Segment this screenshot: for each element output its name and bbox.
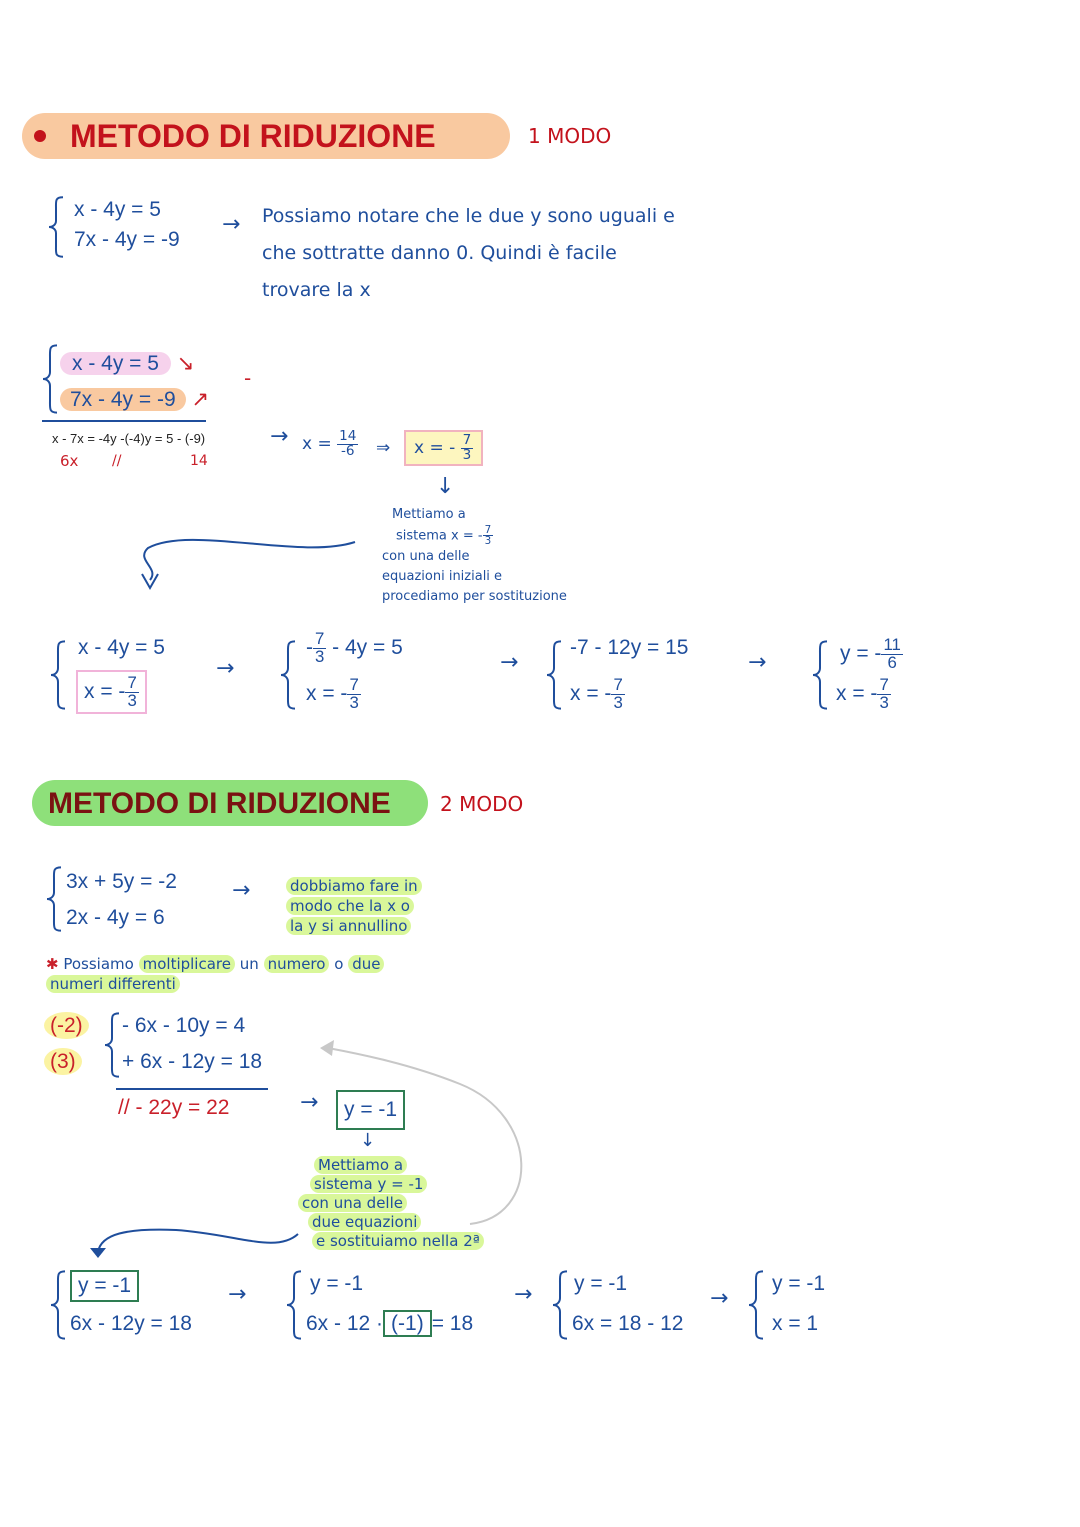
brace-icon	[810, 640, 830, 710]
note-line: sistema y = -1	[310, 1175, 427, 1193]
brace-stroke	[43, 345, 57, 412]
equation: - 6x - 10y = 4	[122, 1014, 246, 1037]
brace-icon	[746, 1270, 766, 1340]
denominator: 3	[127, 690, 137, 710]
note-line: e sostituiamo nella 2ª	[312, 1232, 484, 1250]
brace-icon	[102, 1012, 122, 1078]
note-line: con una delle	[298, 1194, 407, 1212]
brace-stroke	[547, 641, 561, 708]
brace-icon	[544, 640, 564, 710]
note-line: Mettiamo a	[314, 1156, 407, 1174]
equation: 7x - 4y = -9	[74, 228, 180, 251]
arrow-icon: ↘	[176, 352, 195, 375]
arrow-right-icon: →	[228, 1282, 247, 1307]
multiplier: (3)	[44, 1048, 82, 1075]
brace-icon	[550, 1270, 570, 1340]
tip-word: due	[348, 955, 384, 973]
equation-highlight-pink: x - 4y = 5	[60, 352, 171, 375]
brace-stroke	[749, 1271, 763, 1338]
lhs: x = -	[570, 682, 612, 705]
section1-chain	[40, 630, 1040, 730]
brace-stroke	[813, 641, 827, 708]
numerator: 7	[349, 675, 359, 695]
numerator: 7	[613, 675, 623, 695]
denominator: 3	[613, 692, 623, 712]
brace-stroke	[51, 641, 65, 708]
numerator: 7	[879, 675, 889, 695]
denominator: 3	[315, 646, 325, 666]
rhs: = 18	[431, 1312, 474, 1335]
brace-stroke	[47, 867, 61, 930]
arrow-right-icon: →	[222, 212, 241, 237]
brace-stroke	[51, 1271, 65, 1338]
equation	[306, 1306, 473, 1342]
note-line: la y si annullino	[286, 917, 411, 935]
brace-stroke	[281, 641, 295, 708]
arrow-right-icon: →	[500, 650, 519, 675]
denominator: 6	[887, 652, 897, 672]
note-line: che sottratte danno 0. Quindi è facile	[262, 242, 617, 264]
arrow-right-icon: →	[270, 424, 289, 449]
numerator: 7	[462, 432, 472, 448]
scaled-system	[122, 1008, 262, 1080]
brace-icon	[284, 1270, 304, 1340]
equation	[840, 636, 903, 672]
section2-chain	[44, 1262, 1044, 1352]
section2-subtitle: 2 MODO	[440, 792, 524, 816]
under-6x: 6x	[60, 452, 79, 470]
curved-arrow-icon	[86, 1224, 306, 1264]
lhs: x = -	[306, 682, 348, 705]
equation: 2x - 4y = 6	[66, 906, 165, 929]
brace-stroke	[553, 1271, 567, 1338]
section2-title: METODO DI RIDUZIONE	[48, 787, 391, 820]
equation	[836, 676, 891, 712]
equation	[306, 630, 403, 666]
lhs: x =	[302, 434, 332, 455]
multiplier: (-2)	[44, 1012, 89, 1039]
note-line: Mettiamo a	[392, 507, 466, 522]
equation	[306, 676, 361, 712]
arrow-right-icon: →	[748, 650, 767, 675]
bullet-icon	[34, 130, 46, 142]
brace-stroke	[287, 1271, 301, 1338]
brace-icon	[40, 344, 60, 414]
tip-word: numeri differenti	[46, 975, 180, 993]
arrow-right-icon: →	[710, 1286, 729, 1311]
brace-icon	[44, 866, 64, 932]
brace-stroke	[49, 197, 63, 257]
note-line: due equazioni	[308, 1213, 421, 1231]
equation-highlight-orange: 7x - 4y = -9	[60, 388, 186, 411]
section1-title-banner	[22, 113, 510, 159]
gray-curved-arrow-icon	[300, 1036, 540, 1236]
note-line: procediamo per sostituzione	[382, 588, 567, 604]
note-line: equazioni iniziali e	[382, 568, 503, 584]
y-boxed: y = -1	[70, 1270, 139, 1302]
note-line: dobbiamo fare in	[286, 877, 422, 895]
rest: - 4y = 5	[326, 636, 403, 659]
x-fraction	[302, 430, 358, 458]
under-14: 14	[190, 453, 208, 469]
equation: x - 4y = 5	[74, 198, 161, 221]
tip-word: o	[334, 955, 344, 973]
note-line: trovare la x	[262, 279, 371, 301]
subtract-sign: -	[244, 366, 252, 390]
equation: y = -1	[574, 1272, 628, 1295]
tip-word: un	[239, 955, 259, 973]
equation: 6x = 18 - 12	[572, 1312, 684, 1335]
denominator: 3	[484, 535, 492, 548]
numerator: 7	[315, 629, 325, 649]
substituted-value-box: (-1)	[383, 1310, 432, 1337]
arrow-down-icon: ↓	[360, 1130, 376, 1151]
tip-word: numero	[264, 955, 330, 973]
equation: y = -1	[310, 1272, 364, 1295]
sign: -	[306, 636, 313, 659]
section1-note2	[382, 505, 567, 607]
lhs: x = -	[414, 438, 456, 459]
arrow-icon: ↗	[191, 388, 210, 411]
lhs: 6x - 12 ·	[306, 1312, 384, 1335]
denominator: 3	[879, 692, 889, 712]
note-line: Possiamo notare che le due y sono uguali e	[262, 205, 675, 227]
numerator: 14	[339, 428, 357, 444]
derivation: x - 7x = -4y -(-4)y = 5 - (-9)	[52, 431, 206, 446]
brace-icon	[48, 640, 68, 710]
tip-word: moltiplicare	[139, 955, 235, 973]
x-boxed	[76, 670, 147, 714]
curved-arrow-icon	[130, 530, 370, 600]
section2-note	[286, 876, 422, 936]
y-result-box: y = -1	[336, 1090, 405, 1130]
equation: x - 4y = 5	[78, 636, 165, 659]
arrow-right-icon: →	[300, 1090, 319, 1115]
tip-word: Possiamo	[63, 955, 134, 973]
sum-line	[42, 420, 206, 422]
equation: x = 1	[772, 1312, 819, 1335]
note-line: modo che la x o	[286, 897, 414, 915]
brace-icon	[46, 196, 66, 258]
equation	[570, 676, 625, 712]
section2-tip	[46, 954, 384, 994]
numerator: 7	[484, 524, 492, 536]
section1-title: METODO DI RIDUZIONE	[70, 118, 436, 154]
implies-icon: ⇒	[376, 438, 391, 458]
system2	[66, 864, 177, 936]
section1-note	[262, 198, 675, 309]
lhs: x = -	[836, 682, 878, 705]
sum-result: // - 22y = 22	[118, 1096, 230, 1119]
arrow-right-icon: →	[216, 656, 235, 681]
denominator: 3	[349, 692, 359, 712]
x-result-box	[404, 430, 483, 466]
under-cancel: //	[112, 453, 122, 469]
brace-stroke	[105, 1013, 119, 1076]
numerator: 7	[127, 673, 137, 693]
brace-icon	[278, 640, 298, 710]
arrow-right-icon: →	[514, 1282, 533, 1307]
section2-title-banner	[32, 780, 428, 826]
equation: y = -1	[772, 1272, 826, 1295]
lhs: x = -	[84, 680, 126, 703]
denominator: 3	[462, 446, 472, 463]
arrow-right-icon: →	[232, 878, 251, 903]
arrow-down-icon: ↓	[436, 474, 455, 499]
numerator: 11	[883, 635, 901, 655]
brace-icon	[48, 1270, 68, 1340]
highlighted-system	[60, 346, 209, 418]
system1	[74, 192, 180, 258]
equation: -7 - 12y = 15	[570, 636, 689, 659]
note-line: sistema x = -	[396, 528, 483, 544]
asterisk-icon: ✱	[46, 955, 59, 973]
section1-subtitle: 1 MODO	[528, 124, 612, 148]
multipliers	[44, 1008, 89, 1080]
equation: 3x + 5y = -2	[66, 870, 177, 893]
equation: + 6x - 12y = 18	[122, 1050, 263, 1073]
equation: 6x - 12y = 18	[70, 1312, 192, 1335]
denominator: -6	[341, 442, 355, 459]
note-line: con una delle	[382, 548, 470, 564]
lhs: y = -	[840, 642, 882, 665]
